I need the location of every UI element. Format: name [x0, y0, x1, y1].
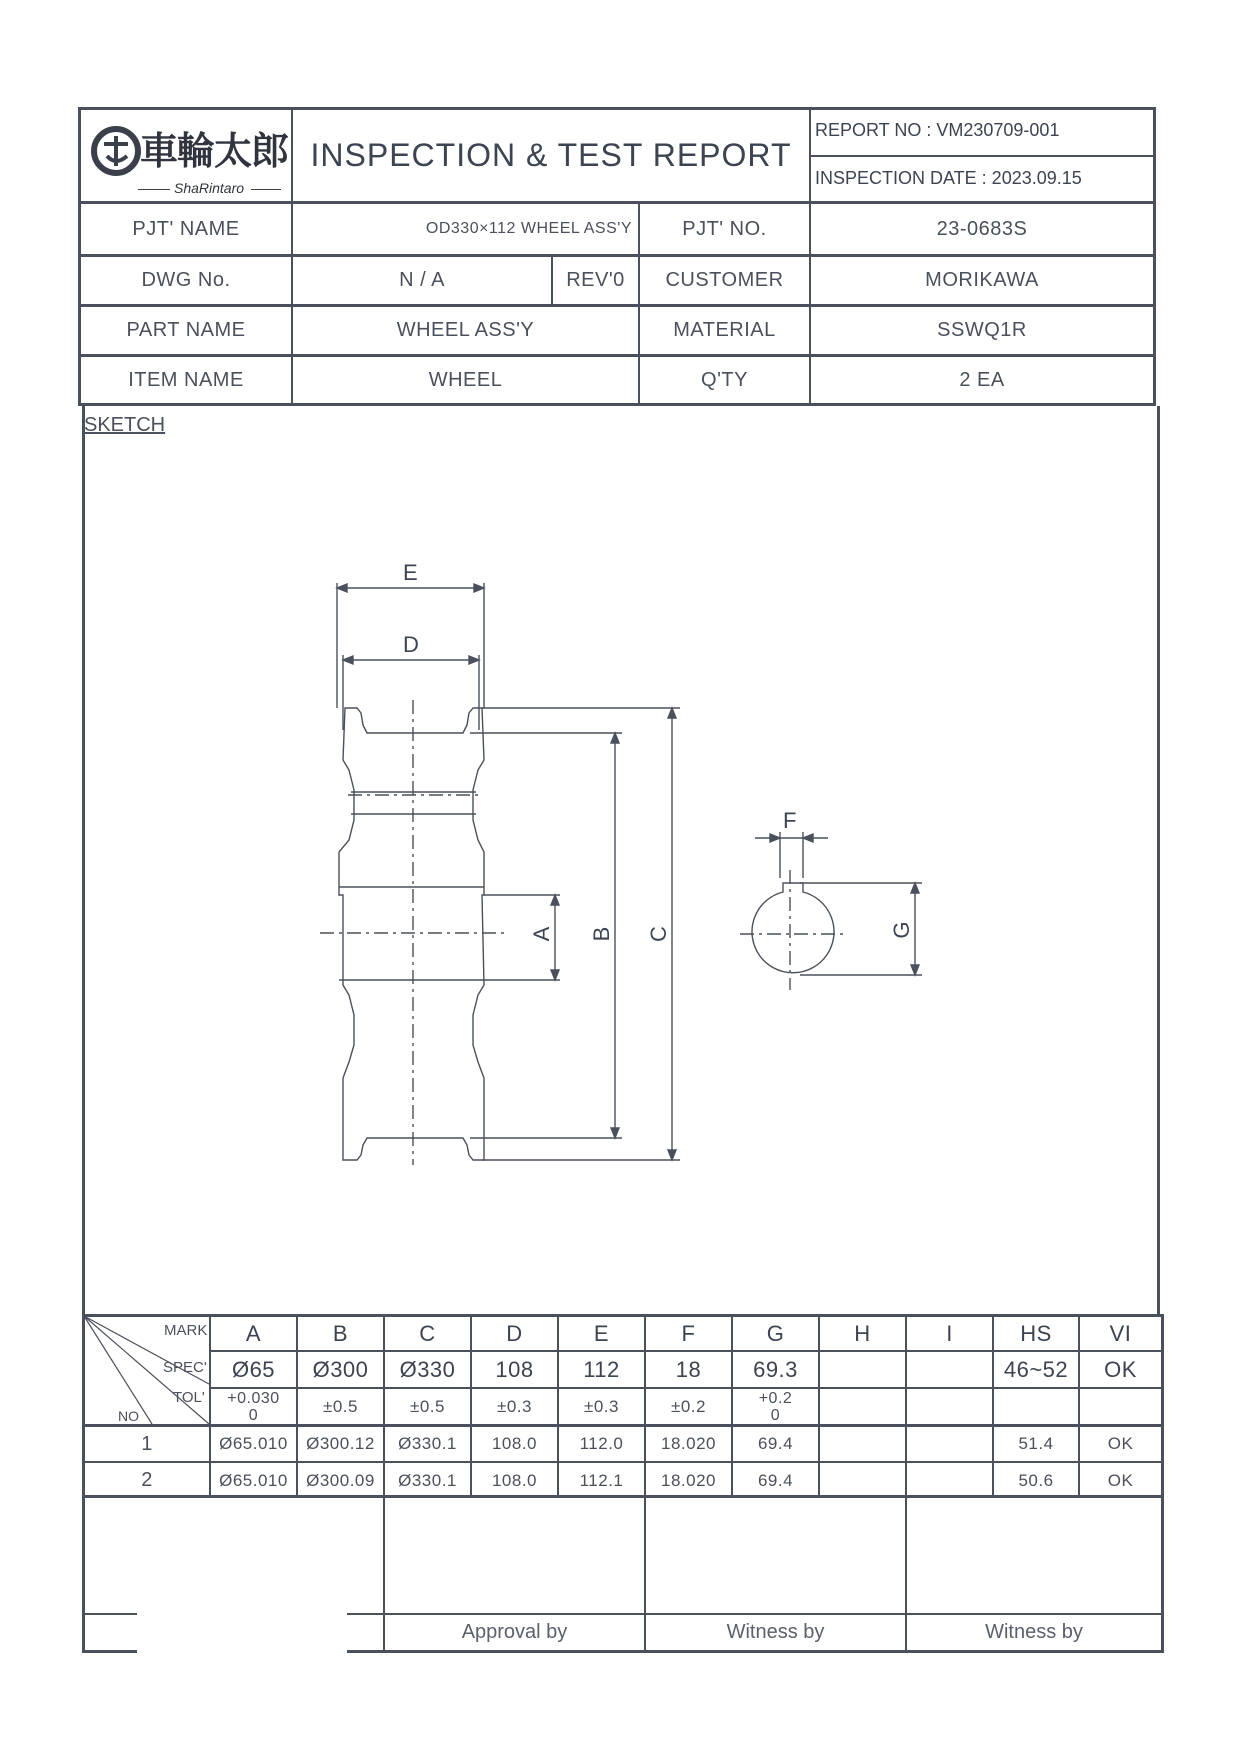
customer-label: CUSTOMER: [665, 268, 784, 291]
row-1-c: Ø330.1: [398, 1434, 457, 1453]
dim-label-a: A: [529, 926, 554, 942]
mark-g: G: [766, 1320, 785, 1346]
tol-a: +0.030 0: [227, 1389, 280, 1424]
witness-by-label-2: Witness by: [985, 1621, 1083, 1643]
qty-label: Q'TY: [701, 368, 748, 391]
logo-kanji: 車輪太郎: [140, 128, 289, 173]
spec-hs: 46~52: [1003, 1356, 1069, 1382]
spec-b: Ø300: [312, 1356, 369, 1382]
qty-value: 2 EA: [959, 368, 1005, 391]
mark-vi: VI: [1109, 1320, 1132, 1346]
pjt-name-label: PJT' NAME: [132, 217, 240, 240]
revision: REV'0: [566, 268, 625, 291]
material-value: SSWQ1R: [937, 318, 1027, 341]
pjt-name-value: OD330×112 WHEEL ASS'Y: [425, 220, 632, 237]
mark-d: D: [506, 1320, 523, 1346]
part-name-value: WHEEL ASS'Y: [396, 318, 535, 341]
row-2-a: Ø65.010: [219, 1470, 288, 1490]
dim-label-d: D: [403, 632, 419, 657]
corner-tol-label: TOL': [173, 1389, 205, 1406]
item-name-value: WHEEL: [428, 368, 503, 391]
spec-g: 69.3: [753, 1356, 798, 1382]
tol-g: +0.2 0: [758, 1389, 793, 1424]
dim-label-f: F: [783, 808, 797, 833]
bore-keyway-outline: [752, 883, 834, 973]
row-2-no: 2: [141, 1469, 153, 1491]
pjt-no-label: PJT' NO.: [682, 217, 767, 240]
row-2-g: 69.4: [757, 1470, 794, 1490]
mark-f: F: [681, 1320, 696, 1346]
spec-a: Ø65: [231, 1356, 276, 1382]
tol-d: ±0.3: [497, 1396, 532, 1416]
sketch-label: SKETCH: [84, 414, 166, 436]
tol-b: ±0.5: [323, 1396, 358, 1416]
corner-no-label: NO: [118, 1408, 139, 1424]
inspection-date: INSPECTION DATE : 2023.09.15: [815, 168, 1082, 188]
tol-f: ±0.2: [671, 1396, 706, 1416]
mark-b: B: [332, 1320, 349, 1346]
row-1-b: Ø300.12: [306, 1434, 375, 1453]
corner-spec-label: SPEC': [163, 1359, 207, 1376]
row-2-e: 112.1: [579, 1470, 624, 1490]
spec-c: Ø330: [399, 1356, 456, 1382]
spec-e: 112: [583, 1356, 620, 1382]
tol-c: ±0.5: [410, 1396, 445, 1416]
row-1-e: 112.0: [579, 1434, 624, 1453]
dwg-no-value: N / A: [399, 268, 445, 291]
row-1-d: 108.0: [491, 1434, 538, 1453]
mark-i: I: [946, 1320, 953, 1346]
row-2-vi: OK: [1107, 1470, 1134, 1490]
dim-label-e: E: [403, 560, 418, 585]
report-title: INSPECTION & TEST REPORT: [310, 137, 792, 173]
row-2-c: Ø330.1: [398, 1470, 457, 1490]
part-name-label: PART NAME: [126, 318, 246, 341]
mark-hs: HS: [1020, 1320, 1052, 1346]
row-1-f: 18.020: [661, 1434, 716, 1453]
customer-value: MORIKAWA: [925, 268, 1039, 291]
dim-label-g: G: [889, 921, 914, 939]
report-number: REPORT NO : VM230709-001: [815, 120, 1060, 140]
row-1-a: Ø65.010: [219, 1434, 288, 1453]
dim-label-c: C: [646, 926, 671, 942]
approval-by-label: Approval by: [461, 1621, 568, 1643]
witness-by-label-1: Witness by: [726, 1621, 825, 1643]
pjt-no-value: 23-0683S: [936, 217, 1028, 240]
mark-h: H: [854, 1320, 871, 1346]
spec-vi: OK: [1104, 1356, 1137, 1382]
row-1-no: 1: [141, 1432, 153, 1455]
tol-e: ±0.3: [584, 1396, 619, 1416]
item-name-label: ITEM NAME: [128, 368, 244, 391]
mark-a: A: [245, 1320, 262, 1346]
material-label: MATERIAL: [673, 318, 776, 341]
logo-romaji: ShaRintaro: [174, 180, 245, 196]
row-2-f: 18.020: [661, 1470, 716, 1490]
dwg-no-label: DWG No.: [141, 268, 231, 291]
row-1-vi: OK: [1107, 1434, 1134, 1453]
row-2-d: 108.0: [491, 1470, 538, 1490]
spec-f: 18: [675, 1356, 702, 1382]
row-1-hs: 51.4: [1018, 1434, 1054, 1453]
dim-label-b: B: [589, 926, 614, 942]
mark-e: E: [593, 1320, 610, 1346]
mark-c: C: [419, 1320, 436, 1346]
spec-d: 108: [495, 1356, 534, 1382]
row-2-b: Ø300.09: [306, 1470, 375, 1490]
wheel-profile: [339, 708, 484, 1160]
corner-mark-label: MARK: [164, 1322, 208, 1339]
row-1-g: 69.4: [757, 1434, 794, 1453]
row-2-hs: 50.6: [1018, 1470, 1054, 1490]
